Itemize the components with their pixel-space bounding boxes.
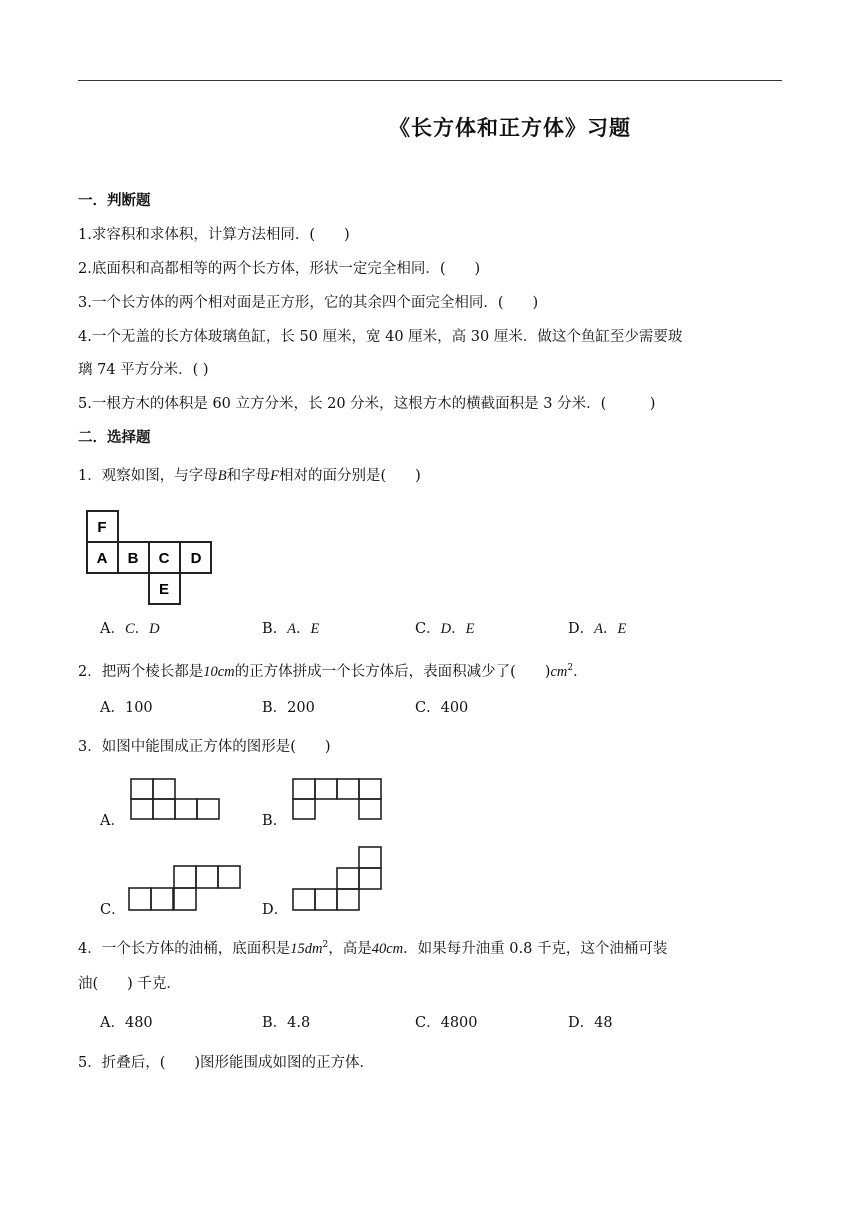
q3-label-b[interactable]: B． — [262, 813, 288, 829]
q1-option-c[interactable]: C．D．E — [415, 621, 475, 637]
q3-figure-a — [130, 778, 222, 820]
q3-figure-b — [292, 778, 384, 820]
net-label-f: F — [97, 519, 107, 536]
net-label-e: E — [158, 581, 170, 598]
q1-option-b[interactable]: B．A．E — [262, 621, 320, 637]
q3-figure-c — [128, 865, 242, 911]
net-label-a: A — [96, 550, 108, 567]
q3-label-a[interactable]: A． — [100, 813, 125, 829]
judge-item-4-line2: 璃 74 平方分米．( ) — [78, 362, 209, 378]
header-rule — [78, 80, 782, 81]
judge-item-1: 1.求容积和求体积，计算方法相同．( ) — [78, 227, 350, 243]
net-label-d: D — [190, 550, 202, 567]
judge-item-4-line1: 4.一个无盖的长方体玻璃鱼缸，长 50 厘米，宽 40 厘米，高 30 厘米．做这个鱼缸至少需要玻 — [78, 329, 683, 345]
q3-figure-d — [292, 846, 384, 912]
choice-q4-line2: 油( ) 千克． — [78, 976, 181, 992]
q4-option-d[interactable]: D．48 — [568, 1015, 613, 1031]
choice-q1-text: 1．观察如图，与字母B和字母F相对的面分别是( ) — [78, 468, 421, 484]
judge-item-5: 5.一根方木的体积是 60 立方分米，长 20 分米，这根方木的横截面积是 3 分米．( ) — [78, 396, 656, 412]
choice-q2-text: 2．把两个棱长都是10cm的正方体拼成一个长方体后，表面积减少了( )$cm^2$． — [78, 663, 588, 680]
judge-item-2: 2.底面积和高都相等的两个长方体，形状一定完全相同．( ) — [78, 261, 481, 277]
q3-label-c[interactable]: C． — [100, 902, 126, 918]
choice-q5-text: 5．折叠后，( )图形能围成如图的正方体． — [78, 1055, 375, 1071]
section-heading-judge: 一．判断题 — [78, 193, 151, 209]
q1-option-a[interactable]: A．C．D — [100, 621, 160, 637]
q4-option-a[interactable]: A．480 — [100, 1015, 153, 1031]
q2-option-a[interactable]: A．100 — [100, 700, 153, 716]
judge-item-3: 3.一个长方体的两个相对面是正方形，它的其余四个面完全相同．( ) — [78, 295, 539, 311]
page-title: 《长方体和正方体》习题 — [389, 116, 631, 140]
q1-option-d[interactable]: D．A．E — [568, 621, 627, 637]
q2-option-b[interactable]: B．200 — [262, 700, 315, 716]
net-label-b: B — [127, 550, 139, 567]
net-label-c: C — [158, 550, 170, 567]
q1-cube-net-figure — [86, 510, 216, 610]
q2-option-c[interactable]: C．400 — [415, 700, 469, 716]
q4-option-c[interactable]: C．4800 — [415, 1015, 478, 1031]
section-heading-choice: 二．选择题 — [78, 430, 151, 446]
choice-q4-line1: 4．一个长方体的油桶，底面积是$15dm^2$，高是40cm．如果每升油重 0.8 千克，这个油桶可装 — [78, 940, 668, 957]
choice-q3-text: 3．如图中能围成正方体的图形是( ) — [78, 739, 331, 755]
q4-option-b[interactable]: B．4.8 — [262, 1015, 311, 1031]
q3-label-d[interactable]: D． — [262, 902, 289, 918]
